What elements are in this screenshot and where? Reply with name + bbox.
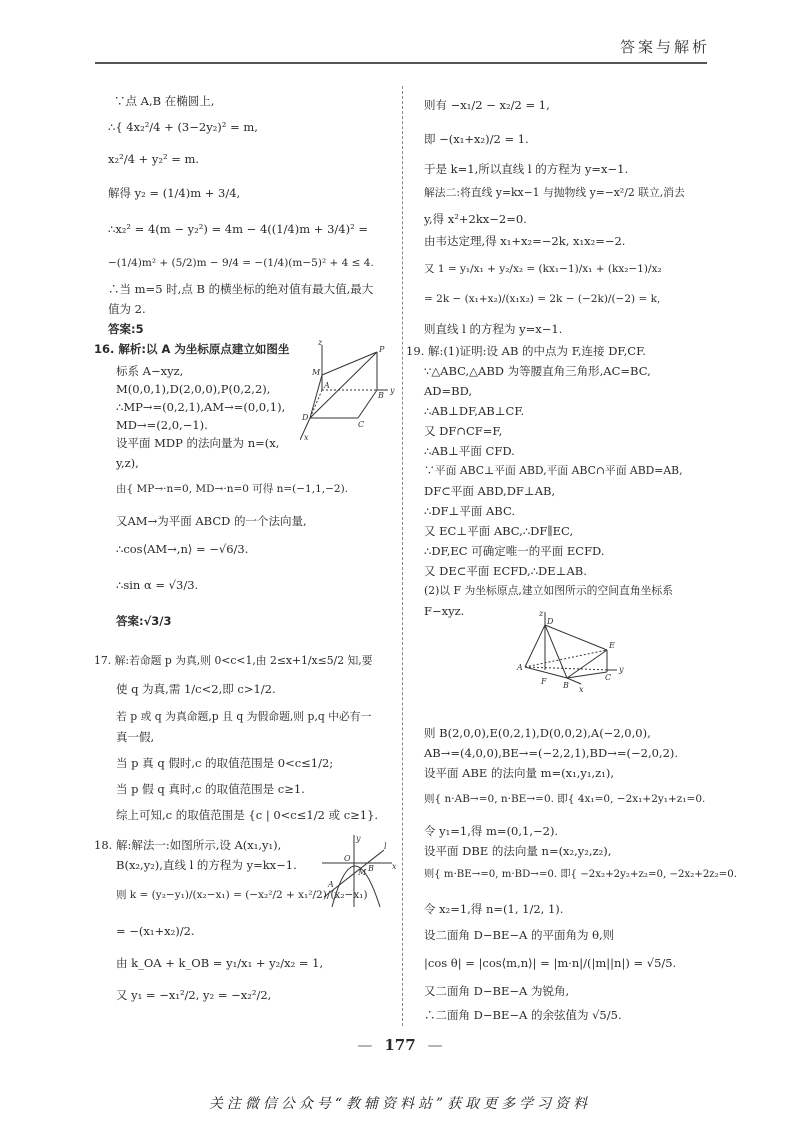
- text-line: 解法二:将直线 y=kx−1 与抛物线 y=−x²/2 联立,消去: [424, 186, 685, 199]
- text-line: ∴cos⟨AM→,n⟩ = −√6/3.: [116, 542, 249, 556]
- svg-text:M: M: [312, 368, 321, 377]
- text-line: 于是 k=1,所以直线 l 的方程为 y=x−1.: [424, 162, 629, 176]
- text-line: = −(x₁+x₂)/2.: [116, 924, 195, 938]
- text-line: 又 y₁ = −x₁²/2, y₂ = −x₂²/2,: [116, 988, 272, 1002]
- svg-text:E: E: [609, 641, 615, 650]
- svg-text:x: x: [304, 433, 309, 440]
- text-line: 令 y₁=1,得 m=(0,1,−2).: [424, 824, 559, 838]
- column-divider: [402, 86, 403, 1026]
- text-line: 标系 A−xyz,: [116, 364, 184, 378]
- text-line: AD=BD,: [424, 384, 473, 398]
- svg-text:z: z: [539, 610, 544, 618]
- problem-18-heading: 18. 解:解法一:如图所示,设 A(x₁,y₁),: [94, 838, 282, 852]
- text-line: 则{ n·AB→=0, n·BE→=0. 即{ 4x₁=0, −2x₁+2y₁+z₁=0.: [424, 793, 706, 805]
- svg-text:B: B: [563, 681, 569, 690]
- figure-19-tetrahedron: [515, 610, 630, 695]
- text-line: 综上可知,c 的取值范围是 {c | 0<c≤1/2 或 c≥1}.: [116, 808, 379, 822]
- text-line: ∴x₂² = 4(m − y₂²) = 4m − 4((1/4)m + 3/4)² =: [108, 222, 368, 236]
- text-line: 则有 −x₁/2 − x₂/2 = 1,: [424, 98, 550, 112]
- svg-text:P: P: [379, 345, 385, 354]
- text-line: ∵平面 ABC⊥平面 ABD,平面 ABC∩平面 ABD=AB,: [424, 464, 683, 477]
- text-line: 设平面 DBE 的法向量 n=(x₂,y₂,z₂),: [424, 844, 612, 858]
- svg-text:A: A: [517, 663, 523, 672]
- text-line: 又AM→为平面 ABCD 的一个法向量,: [116, 514, 307, 528]
- text-line: 当 p 假 q 真时,c 的取值范围是 c≥1.: [116, 782, 305, 796]
- svg-text:D: D: [302, 413, 309, 422]
- svg-text:B: B: [368, 864, 374, 873]
- header-title: 答案与解析: [620, 38, 711, 56]
- text-line: 设二面角 D−BE−A 的平面角为 θ,则: [424, 928, 615, 942]
- text-line: 由 k_OA + k_OB = y₁/x₁ + y₂/x₂ = 1,: [116, 956, 324, 970]
- text-line: ∴二面角 D−BE−A 的余弦值为 √5/5.: [424, 1008, 622, 1022]
- problem-19-heading: 19. 解:(1)证明:设 AB 的中点为 F,连接 DF,CF.: [406, 344, 646, 358]
- text-line: 由韦达定理,得 x₁+x₂=−2k, x₁x₂=−2.: [424, 234, 626, 248]
- text-line: y,得 x²+2kx−2=0.: [424, 212, 527, 226]
- text-line: 又 DE⊂平面 ECFD,∴DE⊥AB.: [424, 564, 587, 578]
- text-line: y,z),: [116, 456, 139, 470]
- svg-text:A: A: [328, 880, 334, 889]
- text-line: −(1/4)m² + (5/2)m − 9/4 = −(1/4)(m−5)² + 4 ≤ 4.: [108, 257, 374, 269]
- text-line: ∴DF,EC 可确定唯一的平面 ECFD.: [424, 544, 605, 558]
- text-line: ∴当 m=5 时,点 B 的横坐标的绝对值有最大值,最大: [108, 282, 374, 296]
- text-line: 则 B(2,0,0),E(0,2,1),D(0,0,2),A(−2,0,0),: [424, 726, 651, 740]
- problem-16-heading: 16. 解析:以 A 为坐标原点建立如图坐: [94, 342, 290, 356]
- svg-text:C: C: [605, 673, 612, 682]
- svg-text:x: x: [579, 685, 584, 694]
- text-line: ∵△ABC,△ABD 为等腰直角三角形,AC=BC,: [424, 364, 651, 378]
- svg-text:l: l: [384, 842, 387, 851]
- text-line: 值为 2.: [108, 302, 146, 316]
- text-line: 若 p 或 q 为真命题,p 且 q 为假命题,则 p,q 中必有一: [116, 710, 372, 723]
- text-line: 真一假,: [116, 730, 155, 744]
- text-line: |cos θ| = |cos⟨m,n⟩| = |m·n|/(|m||n|) = √5/5.: [424, 956, 677, 970]
- figure-18-parabola: [322, 835, 397, 910]
- page-number: — 177 —: [357, 1036, 443, 1054]
- footer-note: 关注微信公众号“教辅资料站”获取更多学习资料: [208, 1096, 592, 1112]
- text-line: ∴AB⊥平面 CFD.: [424, 444, 515, 458]
- text-line: M(0,0,1),D(2,0,0),P(0,2,2),: [116, 382, 271, 396]
- text-line: AB→=(4,0,0),BE→=(−2,2,1),BD→=(−2,0,2).: [424, 746, 679, 760]
- svg-text:C: C: [358, 420, 365, 429]
- text-line: ∴AB⊥DF,AB⊥CF.: [424, 404, 525, 418]
- text-line: ∴sin α = √3/3.: [116, 578, 199, 592]
- figure-16-pyramid: [300, 340, 400, 440]
- answer-15: 答案:5: [108, 322, 144, 336]
- svg-text:F: F: [541, 677, 547, 686]
- text-line: 又 1 = y₁/x₁ + y₂/x₂ = (kx₁−1)/x₁ + (kx₂−1)/x₂: [424, 263, 662, 275]
- problem-17-heading: 17. 解:若命题 p 为真,则 0<c<1,由 2≤x+1/x≤5/2 知,要: [94, 654, 373, 667]
- text-line: MD→=(2,0,−1).: [116, 418, 208, 432]
- text-line: 解得 y₂ = (1/4)m + 3/4,: [108, 186, 241, 200]
- text-line: = 2k − (x₁+x₂)/(x₁x₂) = 2k − (−2k)/(−2) = k,: [424, 293, 661, 305]
- text-line: 设平面 MDP 的法向量为 n=(x,: [116, 436, 280, 450]
- text-line: F−xyz.: [424, 604, 465, 618]
- text-line: ∵点 A,B 在椭圆上,: [114, 94, 215, 108]
- svg-text:z: z: [318, 340, 323, 347]
- text-line: 使 q 为真,需 1/c<2,即 c>1/2.: [116, 682, 276, 696]
- text-line: DF⊂平面 ABD,DF⊥AB,: [424, 484, 556, 498]
- text-line: 又 EC⊥平面 ABC,∴DF∥EC,: [424, 524, 574, 538]
- svg-text:O: O: [344, 854, 351, 863]
- text-line: 由{ MP→·n=0, MD→·n=0 可得 n=(−1,1,−2).: [116, 483, 349, 495]
- text-line: x₂²/4 + y₂² = m.: [108, 152, 200, 166]
- svg-text:B: B: [378, 391, 384, 400]
- text-line: ∴{ 4x₂²/4 + (3−2y₂)² = m,: [108, 120, 258, 134]
- text-line: 则{ m·BE→=0, m·BD→=0. 即{ −2x₂+2y₂+z₂=0, −2x₂+2z₂=0.: [424, 869, 738, 880]
- svg-text:x: x: [392, 862, 397, 871]
- header-rule: [95, 62, 707, 64]
- svg-text:y: y: [390, 386, 395, 395]
- text-line: 当 p 真 q 假时,c 的取值范围是 0<c≤1/2;: [116, 756, 334, 770]
- page-number-value: 177: [384, 1036, 416, 1054]
- text-line: ∴MP→=(0,2,1),AM→=(0,0,1),: [116, 400, 286, 414]
- svg-text:M: M: [358, 868, 367, 877]
- text-line: B(x₂,y₂),直线 l 的方程为 y=kx−1.: [116, 858, 297, 872]
- text-line: 又二面角 D−BE−A 为锐角,: [424, 984, 570, 998]
- svg-text:y: y: [619, 665, 624, 674]
- text-line: (2)以 F 为坐标原点,建立如图所示的空间直角坐标系: [424, 584, 674, 597]
- svg-text:D: D: [547, 617, 554, 626]
- answer-16: 答案:√3/3: [116, 614, 172, 628]
- text-line: ∴DF⊥平面 ABC.: [424, 504, 516, 518]
- text-line: 即 −(x₁+x₂)/2 = 1.: [424, 132, 529, 146]
- text-line: 又 DF∩CF=F,: [424, 424, 503, 438]
- svg-text:A: A: [324, 381, 330, 390]
- text-line: 则 k = (y₂−y₁)/(x₂−x₁) = (−x₂²/2 + x₁²/2)/(x₂−x₁): [116, 889, 368, 901]
- svg-text:y: y: [356, 835, 361, 843]
- text-line: 设平面 ABE 的法向量 m=(x₁,y₁,z₁),: [424, 766, 614, 780]
- text-line: 令 x₂=1,得 n=(1, 1/2, 1).: [424, 902, 564, 916]
- text-line: 则直线 l 的方程为 y=x−1.: [424, 322, 563, 336]
